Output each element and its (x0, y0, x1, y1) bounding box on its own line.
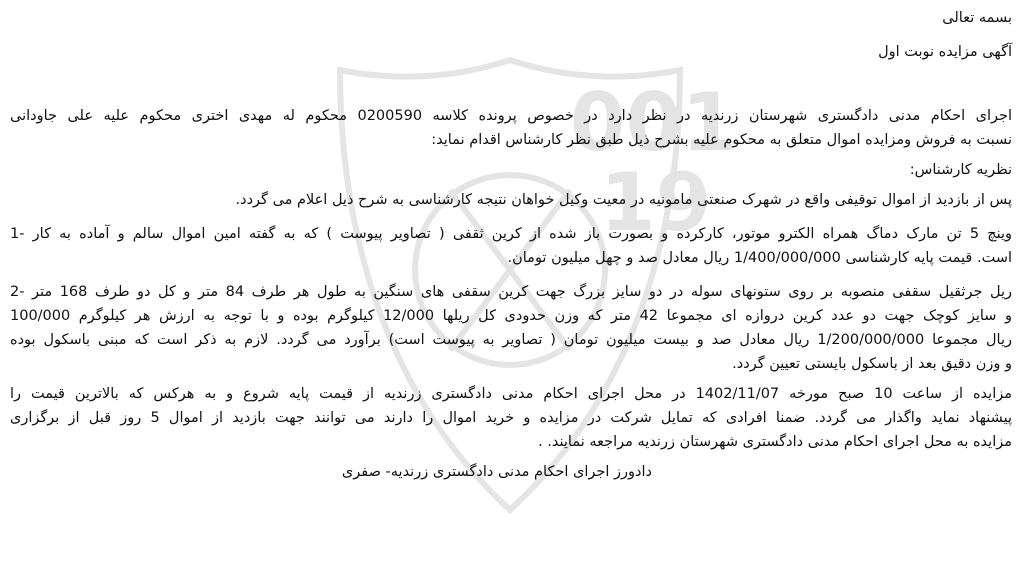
intro-paragraph (10, 104, 1012, 152)
item-2-line-4: و وزن دقیق بعد از باسکول بایستی تعیین گردد. (732, 356, 1012, 372)
intro-line-2: نسبت به فروش ومزایده اموال متعلق به محکوم علیه بشرح ذیل طبق نظر کارشناس اقدام نماید: (431, 132, 1012, 148)
item-2-line-1: ریل جرثقیل سقفی منصوبه بر روی ستونهای سوله در دو سایز بزرگ جهت کرین سقفی های سنگین به طول هر طرف 84 متر و کل دو طرف 168 متر -2 (10, 284, 1012, 300)
item-1-paragraph (10, 222, 1012, 270)
expert-heading: نظریه کارشناس: (909, 162, 1012, 178)
item-2-line-2: و سایز کوچک جهت دو عدد کرین دروازه ای مجموعا 42 متر که وزن حدودی کل ریلها 12/000 کیلوگرم بوده و با توجه به ارزش هر کیلوگرم 100/000 (10, 308, 1012, 324)
item-1-line-1: وینچ 5 تن مارک دماگ همراه الکترو موتور، کارکرده و بصورت باز شده از کرین ثقفی ( تصاویر پیوست ) که به گفته امین اموال سالم و آماده به کار -1 (10, 226, 1013, 242)
item-1-line-2: است. قیمت پایه کارشناسی 1/400/000/000 ریال معادل صد و چهل میلیون تومان. (507, 250, 1012, 266)
auction-line-1: مزایده از ساعت 10 صبح مورخه 1402/11/07 در محل اجرای احکام مدنی دادگستری زرندیه از قیمت پایه شروع و به هرکس که بالاترین قیمت را (10, 386, 1012, 402)
auction-paragraph (10, 382, 1012, 454)
auction-line-3: مزایده به محل اجرای احکام مدنی دادگستری شهرستان زرندیه مراجعه نمایند. . (538, 434, 1012, 450)
expert-line-1: پس از بازدید از اموال توقیفی واقع در شهرک صنعتی مامونیه در معیت وکیل خواهان نتیجه کارشناسی به شرح ذیل اعلام می گردد. (235, 192, 1012, 208)
svg-text:001: 001 (570, 76, 737, 169)
expert-section (10, 158, 1012, 212)
signature-line: دادورز اجرای احکام مدنی دادگستری زرندیه- صفری (341, 464, 652, 480)
notice-title: آگهی مزایده نوبت اول (878, 44, 1012, 60)
basmala-heading: بسمه تعالی (942, 10, 1012, 26)
svg-text:19: 19 (600, 156, 712, 249)
item-2-line-3: ریال مجموعا 1/200/000/000 ریال معادل صد و بیست میلیون تومان ( تصاویر به پیوست است) برآورد می گردد. لازم به ذکر است که مبنی باسکول بوده (10, 332, 1012, 348)
intro-line-1: اجرای احکام مدنی دادگستری شهرستان زرندیه در نظر دارد در خصوص پرونده کلاسه 0200590 محکوم له مهدی اختری محکوم علیه علی جاودانی (10, 108, 1012, 124)
auction-line-2: پیشنهاد نماید واگذار می گردد. ضمنا افرادی که تمایل شرکت در مزایده و خرید اموال را دارند می توانند جهت بازدید از اموال 5 روز قبل از برگزاری (10, 410, 1012, 426)
item-2-paragraph (10, 280, 1012, 376)
